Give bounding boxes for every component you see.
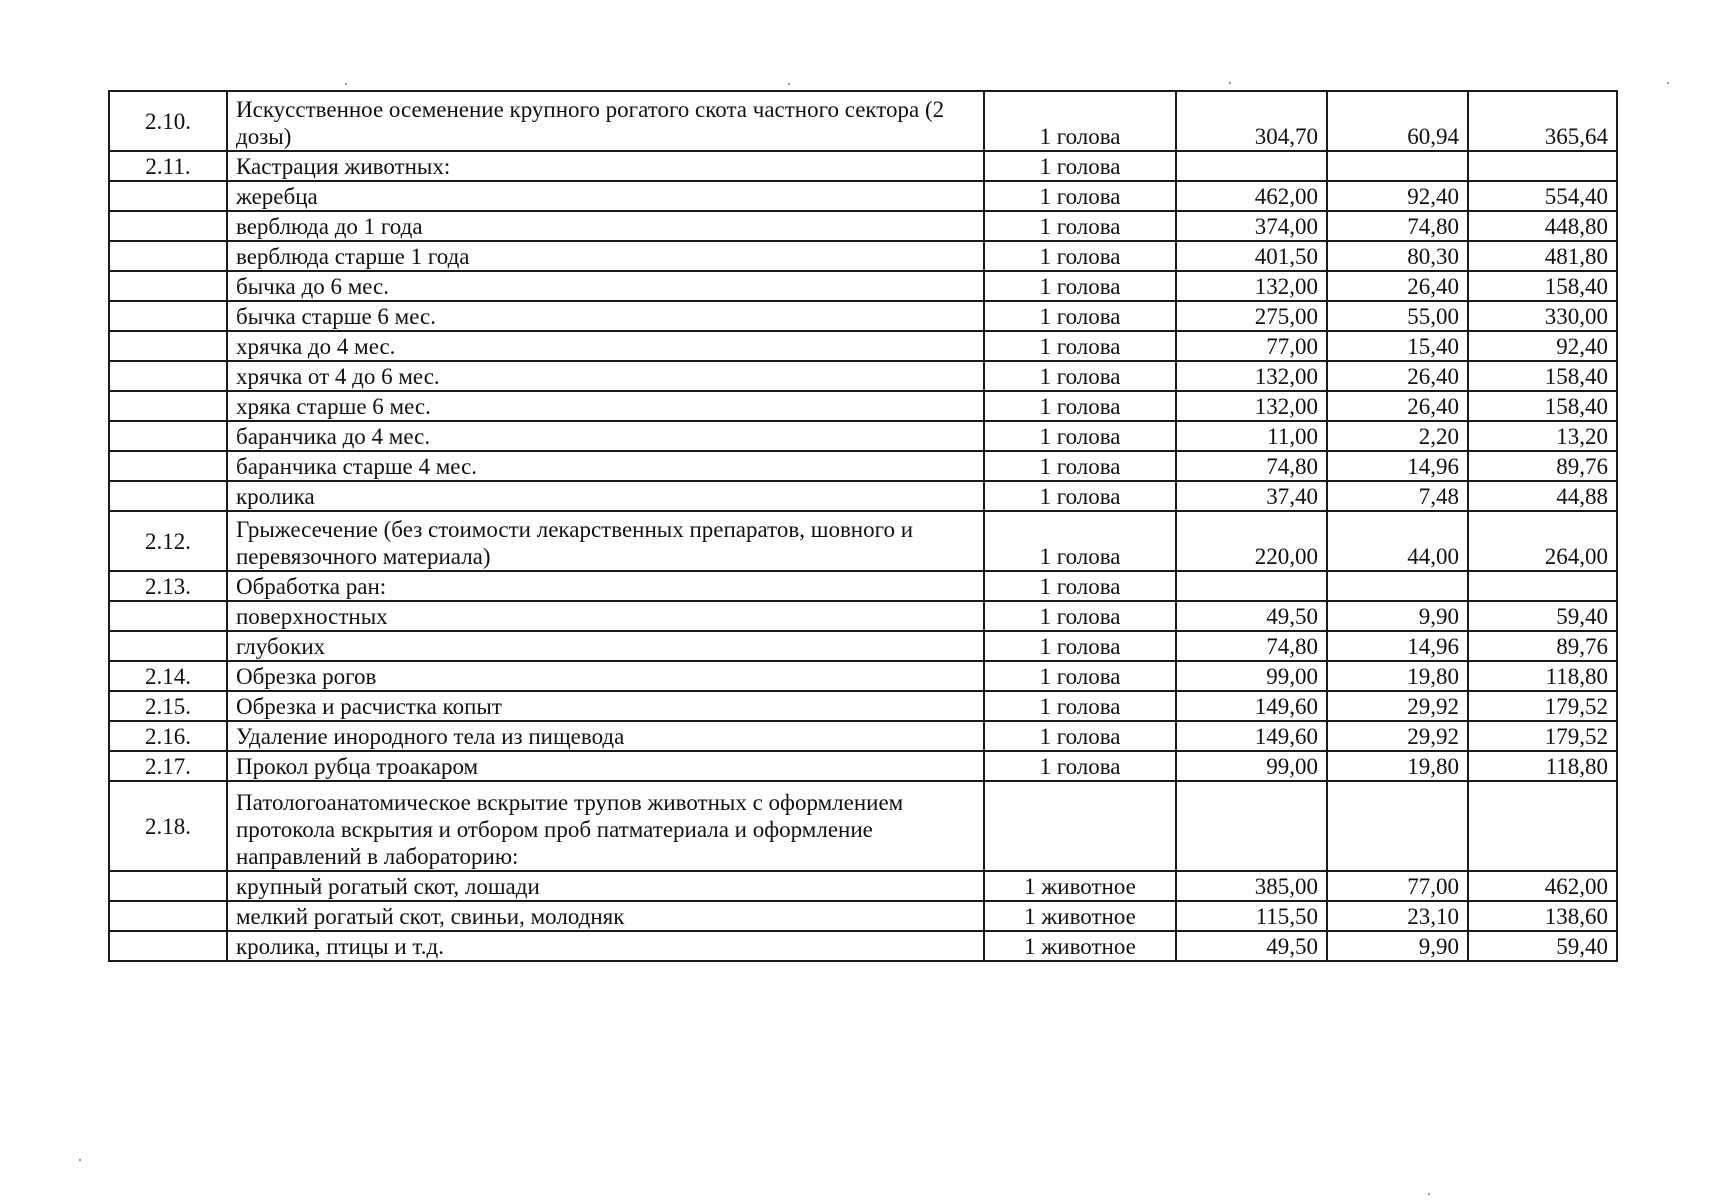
service-name: кролика	[227, 481, 984, 511]
table-row	[109, 391, 1617, 421]
row-number: 2.13.	[109, 571, 227, 601]
row-number	[109, 631, 227, 661]
price-without-vat	[1176, 781, 1327, 871]
unit-of-measure: 1 животное	[984, 931, 1176, 961]
service-name: Удаление инородного тела из пищевода	[227, 721, 984, 751]
row-number	[109, 601, 227, 631]
service-name: Обрезка рогов	[227, 661, 984, 691]
vat-amount: 80,30	[1327, 241, 1468, 271]
service-name: кролика, птицы и т.д.	[227, 931, 984, 961]
price-without-vat: 304,70	[1176, 91, 1327, 151]
price-without-vat: 462,00	[1176, 181, 1327, 211]
row-number: 2.10.	[109, 91, 227, 151]
price-with-vat: 92,40	[1468, 331, 1617, 361]
row-number: 2.12.	[109, 511, 227, 571]
vat-amount: 19,80	[1327, 751, 1468, 781]
price-with-vat: 481,80	[1468, 241, 1617, 271]
vat-amount: 14,96	[1327, 631, 1468, 661]
unit-of-measure: 1 голова	[984, 181, 1176, 211]
service-name: Патологоанатомическое вскрытие трупов животных с оформлением протокола вскрытия и отбором проб патматериала и оформление направлений в лабораторию:	[227, 781, 984, 871]
unit-of-measure	[984, 781, 1176, 871]
price-without-vat: 49,50	[1176, 931, 1327, 961]
price-without-vat: 220,00	[1176, 511, 1327, 571]
table-row	[109, 601, 1617, 631]
price-with-vat: 59,40	[1468, 601, 1617, 631]
unit-of-measure: 1 голова	[984, 301, 1176, 331]
price-without-vat: 132,00	[1176, 391, 1327, 421]
scan-speck	[1229, 82, 1231, 84]
price-with-vat: 179,52	[1468, 721, 1617, 751]
vat-amount: 55,00	[1327, 301, 1468, 331]
unit-of-measure: 1 голова	[984, 361, 1176, 391]
unit-of-measure: 1 голова	[984, 601, 1176, 631]
row-number	[109, 871, 227, 901]
table-row	[109, 331, 1617, 361]
service-name: хрячка от 4 до 6 мес.	[227, 361, 984, 391]
table-row	[109, 511, 1617, 571]
table-row	[109, 631, 1617, 661]
row-number	[109, 931, 227, 961]
service-name: хряка старше 6 мес.	[227, 391, 984, 421]
table-row	[109, 721, 1617, 751]
price-without-vat: 149,60	[1176, 691, 1327, 721]
unit-of-measure: 1 животное	[984, 901, 1176, 931]
price-without-vat: 385,00	[1176, 871, 1327, 901]
unit-of-measure: 1 голова	[984, 91, 1176, 151]
table-row	[109, 691, 1617, 721]
scan-speck	[79, 1159, 81, 1161]
price-with-vat: 330,00	[1468, 301, 1617, 331]
table-row	[109, 181, 1617, 211]
service-name: глубоких	[227, 631, 984, 661]
table-row	[109, 241, 1617, 271]
table-row	[109, 751, 1617, 781]
row-number: 2.16.	[109, 721, 227, 751]
price-with-vat: 179,52	[1468, 691, 1617, 721]
table-row	[109, 91, 1617, 151]
service-name: верблюда до 1 года	[227, 211, 984, 241]
table-row	[109, 661, 1617, 691]
table-row	[109, 931, 1617, 961]
row-number	[109, 391, 227, 421]
price-with-vat	[1468, 151, 1617, 181]
vat-amount	[1327, 151, 1468, 181]
vat-amount: 77,00	[1327, 871, 1468, 901]
unit-of-measure: 1 голова	[984, 571, 1176, 601]
unit-of-measure: 1 голова	[984, 751, 1176, 781]
unit-of-measure: 1 голова	[984, 421, 1176, 451]
scan-speck	[345, 83, 347, 85]
price-without-vat: 77,00	[1176, 331, 1327, 361]
unit-of-measure: 1 голова	[984, 631, 1176, 661]
price-without-vat: 11,00	[1176, 421, 1327, 451]
vat-amount: 19,80	[1327, 661, 1468, 691]
price-with-vat: 118,80	[1468, 661, 1617, 691]
price-without-vat: 401,50	[1176, 241, 1327, 271]
price-with-vat: 59,40	[1468, 931, 1617, 961]
unit-of-measure: 1 голова	[984, 151, 1176, 181]
service-name: хрячка до 4 мес.	[227, 331, 984, 361]
row-number	[109, 361, 227, 391]
price-with-vat: 554,40	[1468, 181, 1617, 211]
service-name: Обработка ран:	[227, 571, 984, 601]
scan-speck	[1428, 1193, 1430, 1195]
vat-amount: 2,20	[1327, 421, 1468, 451]
vat-amount: 15,40	[1327, 331, 1468, 361]
price-with-vat	[1468, 571, 1617, 601]
unit-of-measure: 1 голова	[984, 511, 1176, 571]
table-row	[109, 421, 1617, 451]
table-row	[109, 151, 1617, 181]
price-without-vat: 74,80	[1176, 631, 1327, 661]
price-without-vat: 74,80	[1176, 451, 1327, 481]
table-row	[109, 781, 1617, 871]
table-row	[109, 481, 1617, 511]
table-row	[109, 301, 1617, 331]
vat-amount: 44,00	[1327, 511, 1468, 571]
price-with-vat: 158,40	[1468, 391, 1617, 421]
price-without-vat: 49,50	[1176, 601, 1327, 631]
price-without-vat: 37,40	[1176, 481, 1327, 511]
unit-of-measure: 1 голова	[984, 241, 1176, 271]
vat-amount	[1327, 781, 1468, 871]
unit-of-measure: 1 голова	[984, 661, 1176, 691]
unit-of-measure: 1 голова	[984, 211, 1176, 241]
vat-amount: 74,80	[1327, 211, 1468, 241]
row-number	[109, 421, 227, 451]
price-with-vat: 158,40	[1468, 271, 1617, 301]
price-with-vat: 13,20	[1468, 421, 1617, 451]
price-table-body	[109, 91, 1617, 961]
table-row	[109, 451, 1617, 481]
service-name: баранчика старше 4 мес.	[227, 451, 984, 481]
price-with-vat: 158,40	[1468, 361, 1617, 391]
unit-of-measure: 1 голова	[984, 481, 1176, 511]
unit-of-measure: 1 голова	[984, 391, 1176, 421]
row-number: 2.15.	[109, 691, 227, 721]
service-name: жеребца	[227, 181, 984, 211]
service-name: верблюда старше 1 года	[227, 241, 984, 271]
row-number	[109, 211, 227, 241]
service-name: Грыжесечение (без стоимости лекарственных препаратов, шовного и перевязочного материала)	[227, 511, 984, 571]
table-row	[109, 571, 1617, 601]
price-with-vat: 448,80	[1468, 211, 1617, 241]
table-row	[109, 871, 1617, 901]
table-row	[109, 271, 1617, 301]
price-with-vat: 118,80	[1468, 751, 1617, 781]
unit-of-measure: 1 голова	[984, 271, 1176, 301]
price-with-vat: 44,88	[1468, 481, 1617, 511]
vat-amount: 60,94	[1327, 91, 1468, 151]
table-row	[109, 361, 1617, 391]
vat-amount: 26,40	[1327, 391, 1468, 421]
row-number: 2.17.	[109, 751, 227, 781]
row-number	[109, 481, 227, 511]
price-without-vat	[1176, 571, 1327, 601]
price-without-vat: 374,00	[1176, 211, 1327, 241]
row-number	[109, 301, 227, 331]
scan-speck	[1667, 82, 1669, 84]
row-number	[109, 241, 227, 271]
table-row	[109, 211, 1617, 241]
price-with-vat: 462,00	[1468, 871, 1617, 901]
table-row	[109, 901, 1617, 931]
price-table	[108, 90, 1618, 962]
row-number	[109, 271, 227, 301]
service-name: крупный рогатый скот, лошади	[227, 871, 984, 901]
price-without-vat: 132,00	[1176, 361, 1327, 391]
row-number: 2.11.	[109, 151, 227, 181]
scan-speck	[788, 83, 790, 85]
vat-amount: 29,92	[1327, 691, 1468, 721]
price-with-vat: 89,76	[1468, 451, 1617, 481]
service-name: бычка до 6 мес.	[227, 271, 984, 301]
service-name: Обрезка и расчистка копыт	[227, 691, 984, 721]
price-without-vat: 275,00	[1176, 301, 1327, 331]
row-number	[109, 901, 227, 931]
price-without-vat: 149,60	[1176, 721, 1327, 751]
price-with-vat: 264,00	[1468, 511, 1617, 571]
unit-of-measure: 1 голова	[984, 331, 1176, 361]
price-with-vat: 365,64	[1468, 91, 1617, 151]
vat-amount: 7,48	[1327, 481, 1468, 511]
price-with-vat: 89,76	[1468, 631, 1617, 661]
vat-amount: 9,90	[1327, 601, 1468, 631]
vat-amount: 92,40	[1327, 181, 1468, 211]
service-name: баранчика до 4 мес.	[227, 421, 984, 451]
row-number	[109, 451, 227, 481]
vat-amount: 29,92	[1327, 721, 1468, 751]
price-with-vat: 138,60	[1468, 901, 1617, 931]
price-without-vat	[1176, 151, 1327, 181]
vat-amount: 26,40	[1327, 361, 1468, 391]
vat-amount: 9,90	[1327, 931, 1468, 961]
price-without-vat: 99,00	[1176, 751, 1327, 781]
service-name: бычка старше 6 мес.	[227, 301, 984, 331]
unit-of-measure: 1 голова	[984, 451, 1176, 481]
vat-amount	[1327, 571, 1468, 601]
row-number	[109, 331, 227, 361]
vat-amount: 23,10	[1327, 901, 1468, 931]
service-name: Кастрация животных:	[227, 151, 984, 181]
service-name: мелкий рогатый скот, свиньи, молодняк	[227, 901, 984, 931]
vat-amount: 26,40	[1327, 271, 1468, 301]
service-name: Искусственное осеменение крупного рогатого скота частного сектора (2 дозы)	[227, 91, 984, 151]
row-number: 2.14.	[109, 661, 227, 691]
unit-of-measure: 1 голова	[984, 691, 1176, 721]
service-name: Прокол рубца троакаром	[227, 751, 984, 781]
row-number	[109, 181, 227, 211]
price-without-vat: 115,50	[1176, 901, 1327, 931]
row-number: 2.18.	[109, 781, 227, 871]
vat-amount: 14,96	[1327, 451, 1468, 481]
unit-of-measure: 1 голова	[984, 721, 1176, 751]
price-with-vat	[1468, 781, 1617, 871]
service-name: поверхностных	[227, 601, 984, 631]
price-without-vat: 99,00	[1176, 661, 1327, 691]
price-without-vat: 132,00	[1176, 271, 1327, 301]
unit-of-measure: 1 животное	[984, 871, 1176, 901]
